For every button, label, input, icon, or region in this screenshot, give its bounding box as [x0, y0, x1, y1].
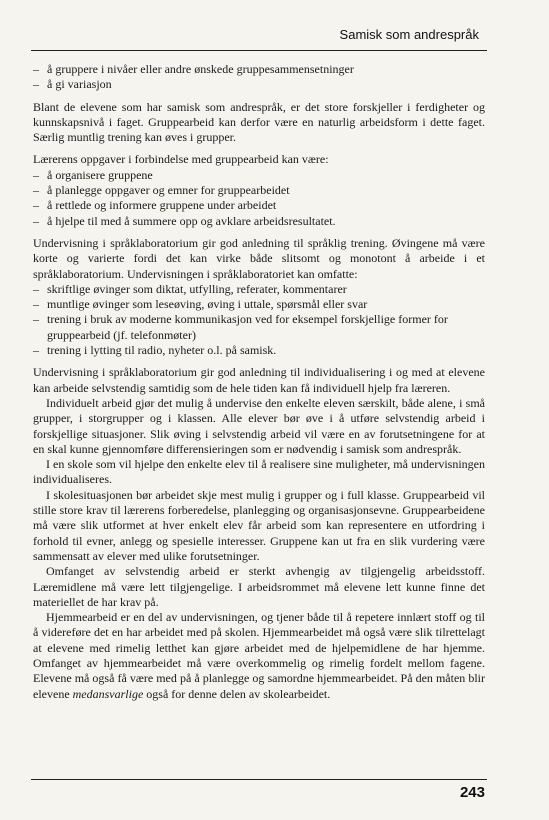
paragraph-text: også for denne delen av skolearbeidet.	[143, 686, 331, 701]
paragraph: Blant de elevene som har samisk som andrespråk, er det store forskjeller i ferdigheter og kunnskapsnivå i faget. Gruppearbeid kan derfor være en naturlig arbeidsform i dette faget. Særlig muntlig trening kan øves i grupper.	[33, 99, 485, 145]
paragraph: I en skole som vil hjelpe den enkelte elev til å realisere sine muligheter, må undervisningen individualiseres.	[33, 457, 485, 487]
paragraph	[33, 610, 485, 702]
list-item: – å rettlede og informere gruppene under arbeidet	[33, 198, 485, 213]
paragraph: Lærerens oppgaver i forbindelse med gruppearbeid kan være:	[33, 152, 329, 167]
list-item: – å hjelpe til med å summere opp og avklare arbeidsresultatet.	[33, 214, 485, 229]
paragraph: Undervisning i språklaboratorium gir god anledning til språklig trening. Øvingene må være korte og varierte fordi det kan virke både slitsomt og monotont å arbeide i et språklaboratorium. Undervisningen i språklaboratoriet kan omfatte:	[33, 235, 485, 281]
list-item: – å organisere gruppene	[33, 168, 485, 183]
paragraph: Undervisning i språklaboratorium gir god anledning til individualisering i og med at elevene kan arbeide selvstendig samtidig som de hele tiden kan få individuell hjelp fra læreren.	[33, 365, 485, 395]
paragraph: Individuelt arbeid gjør det mulig å undervise den enkelte eleven særskilt, både alene, i små grupper, i storgrupper og i klassen. Alle elever bør øve i å utføre selvstendig arbeid i forskjellige situasjoner. Slik øving i selvstendig arbeid vil være en av forutsetningene for at en skal kunne gjennomføre differensieringen som er nødvendig i samisk som andrespråk.	[33, 395, 485, 456]
list-item: – å gi variasjon	[33, 77, 485, 92]
list-item: – skriftlige øvinger som diktat, utfylling, referater, kommentarer	[33, 282, 485, 297]
list-item: – å gruppere i nivåer eller andre ønskede gruppesammensetninger	[33, 62, 485, 77]
header-rule	[31, 50, 487, 51]
page-body	[33, 62, 485, 702]
running-header: Samisk som andrespråk	[339, 27, 479, 42]
paragraph: I skolesituasjonen bør arbeidet skje mest mulig i grupper og i full klasse. Gruppearbeid vil stille store krav til lærerens forberedelse, planlegging og organisasjonsevne. Gruppearbeidene må være slik utformet at hver enkelt elev får arbeid som kan representere en utfordring i forhold til evner, anlegg og spesielle interesser. Gruppene kan ut fra en slik vurdering være sammensatt av elever med ulike forutsetninger.	[33, 487, 485, 563]
paragraph: Omfanget av selvstendig arbeid er sterkt avhengig av tilgjengelig arbeidsstoff. Læremidlene må være lett tilgjengelige. I arbeidsrommet må elevene lett kunne finne det materiellet de har krav på.	[33, 564, 485, 609]
dash-list	[33, 62, 485, 93]
page-number: 243	[459, 784, 485, 801]
list-item: – å planlegge oppgaver og emner for gruppearbeidet	[33, 183, 485, 198]
dash-list	[33, 282, 485, 358]
paragraph-text: Hjemmearbeid er en del av undervisningen, og tjener både til å repetere innlært stoff og til å videreføre det en har arbeidet med på skolen. Hjemmearbeidet må også være slik tilrettelagt at elevene med rimelig letthet kan gjøre arbeidet med de hjelpemidlene de har hjemme. Omfanget av hjemmearbeidet må være overkommelig og rimelig fordelt mellom fagene. Elevene må også få være med på å planlegge og samordne hjemmearbeidet. På den måten blir elevene	[33, 610, 485, 701]
dash-list	[33, 168, 485, 229]
list-item: – muntlige øvinger som leseøving, øving i uttale, spørsmål eller svar	[33, 297, 485, 312]
list-item: – trening i bruk av moderne kommunikasjon ved for eksempel forskjellige former for gruppearbeid (jf. telefonmøter)	[33, 312, 485, 343]
list-item: – trening i lytting til radio, nyheter o.l. på samisk.	[33, 343, 485, 358]
emphasized-word: medansvarlige	[72, 686, 144, 701]
footer-rule	[31, 779, 487, 780]
